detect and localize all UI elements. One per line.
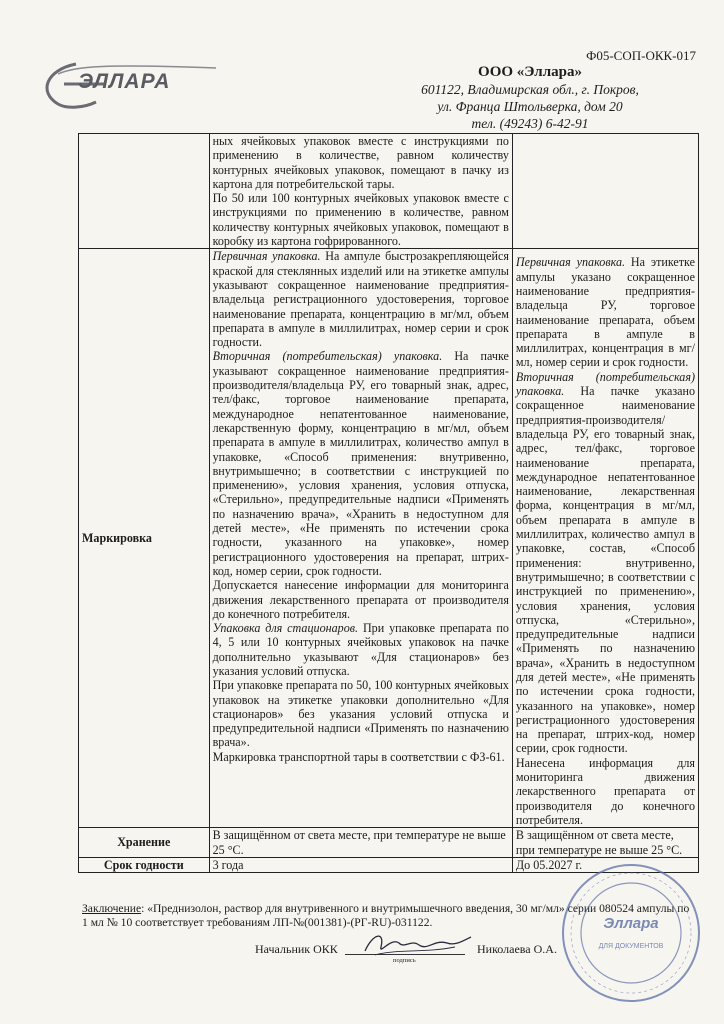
spec-secondary-text: На пачке указывают сокращенное наименование предприятия-производителя/владельца РУ, его товарный знак, адрес, тел/факс, торговое наименование препарата, международное непатентованное наименование, лекарственную форму, концентрацию в мг/мл, объем препарата в ампуле в миллилитрах, количество ампул в упаковке, «Способ применения: внутривенно, внутримышечно; в соответствии с инструкцией по применению», условия хранения, условия отпуска, «Стерильно», предупредительные надписи «Применять по назначению врача», «Хранить в недоступном для детей месте», «Не применять по истечении срока годности, указанного на упаковке», номер регистрационного удостоверения на препарат, штрих-код, номер серии, срок годности. xyxy=(212,349,509,578)
shelf-life-spec: 3 года xyxy=(209,857,512,872)
spec-transport: Маркировка транспортной тары в соответствии с ФЗ-61. xyxy=(212,749,505,764)
shelf-life-label: Срок годности xyxy=(79,857,210,872)
signature-caption: подпись xyxy=(393,957,416,964)
signatory-title: Начальник ОКК xyxy=(255,942,338,956)
packaging-fact-cell xyxy=(512,134,698,249)
packaging-paragraph: ных ячейковых упаковок вместе с инструкциями по применению в количестве, равном количеству контурных ячейковых упаковок, помещают в пачку из картона для потребительской тары. xyxy=(212,134,509,191)
spec-hospital xyxy=(213,621,509,678)
spec-secondary xyxy=(213,349,509,578)
spec-primary xyxy=(213,249,509,349)
spec-secondary-head: Вторичная (потребительская) упаковка. xyxy=(212,349,443,364)
spec-primary-head: Первичная упаковка. xyxy=(212,249,321,264)
company-address-line1: 601122, Владимирская обл., г. Покров, xyxy=(421,82,639,97)
document-code: Ф05-СОП-ОКК-017 xyxy=(586,48,696,63)
signatory-name: Николаева О.А. xyxy=(477,942,557,956)
table-row xyxy=(79,134,699,249)
marking-spec-cell xyxy=(209,249,512,828)
packaging-label-cell xyxy=(79,134,210,249)
company-stamp xyxy=(556,858,706,1008)
marking-fact-cell xyxy=(512,249,698,828)
spec-hospital-p2: При упаковке препарата по 50, 100 контурных ячейковых упаковок на этикетке упаковки дополнительно «Для стационаров» без указания условий отпуска и предупредительной надписи «Применять по назначению врача». xyxy=(212,678,509,750)
conclusion-head: Заключение xyxy=(82,902,142,915)
marking-label: Маркировка xyxy=(79,249,210,828)
fact-primary-head: Первичная упаковка. xyxy=(515,255,626,270)
stamp-bottom-text: ДЛЯ ДОКУМЕНТОВ xyxy=(598,943,664,950)
fact-primary xyxy=(516,255,695,369)
company-name: ООО «Эллара» xyxy=(478,64,582,80)
table-row xyxy=(79,828,699,858)
quality-table xyxy=(78,133,699,873)
storage-spec: В защищённом от света месте, при температуре не выше 25 °С. xyxy=(209,828,512,858)
stamp-center-text: Эллара xyxy=(603,915,659,932)
shelf-life-fact: До 05.2027 г. xyxy=(512,857,698,872)
company-block xyxy=(400,64,660,132)
fact-secondary xyxy=(516,370,695,756)
fact-monitoring: Нанесена информация для мониторинга движения лекарственного препарата от производителя до конечного потребителя. xyxy=(515,755,695,827)
company-address-line2: ул. Франца Штольверка, дом 20 xyxy=(437,99,623,114)
storage-label: Хранение xyxy=(79,828,210,858)
packaging-spec-cell xyxy=(209,134,512,249)
table-row xyxy=(79,249,699,828)
company-phone: тел. (49243) 6-42-91 xyxy=(471,116,589,131)
spec-hospital-text: При упаковке препарата по 4, 5 или 10 контурных ячейковых упаковок на пачке дополнительно указывают «Для стационаров» без указания условий отпуска. xyxy=(212,621,509,678)
fact-secondary-head: Вторичная (потребительская) упаковка. xyxy=(515,369,695,399)
conclusion-text: : «Преднизолон, раствор для внутривенного и внутримышечного введения, 30 мг/мл» серии 080524 ампулы по 1 мл № 10 соответствует требованиям ЛП-№(001381)-(РГ-RU)-031122. xyxy=(82,902,690,929)
fact-primary-text: На этикетке ампулы указано сокращенное наименование предприятия-владельца РУ, торговое наименование препарата, объем препарата в ампуле в миллилитрах, концентрация в мг/мл, номер серии и срок годности. xyxy=(515,255,695,370)
logo-text: ЭЛЛАРА xyxy=(78,70,171,93)
handwritten-signature xyxy=(355,925,475,961)
fact-secondary-text: На пачке указано сокращенное наименование предприятия-производителя/владельца РУ, его товарный знак, адрес, тел/факс, торговое наименование препарата, международное непатентованное наименование, лекарственная форма, концентрация в мг/мл, объем препарата в ампуле в миллилитрах, количество ампул в упаковке, состав, «Способ применения: внутривенно, внутримышечно; в соответствии с инструкцией по применению», условия хранения, условия отпуска, «Стерильно», предупредительные надписи «Применять по назначению врача», «Хранить в недоступном для детей месте», «Не применять по истечении срока годности, указанного на упаковке», номер регистрационного удостоверения на препарат, штрих-код, номер серии, срок годности. xyxy=(515,384,695,756)
spec-primary-text: На ампуле быстрозакрепляющейся краской для стеклянных изделий или на этикетке ампулы указывают сокращенное наименование предприятия-владельца регистрационного удостоверения, торговое наименование препарата, концентрацию в мг/мл, объем препарата в ампуле в миллилитрах, номер серии и срок годности. xyxy=(212,249,509,350)
spec-hospital-head: Упаковка для стационаров. xyxy=(212,621,359,636)
spec-monitoring: Допускается нанесение информации для мониторинга движения лекарственного препарата от производителя до конечного потребителя. xyxy=(212,578,509,621)
storage-fact: В защищённом от света месте, при температуре не выше 25 °С. xyxy=(512,828,698,858)
packaging-paragraph: По 50 или 100 контурных ячейковых упаковок вместе с инструкциями по применению в количестве, равном количеству контурных ячейковых упаковок, помещают в коробку из картона гофрированного. xyxy=(212,191,509,249)
